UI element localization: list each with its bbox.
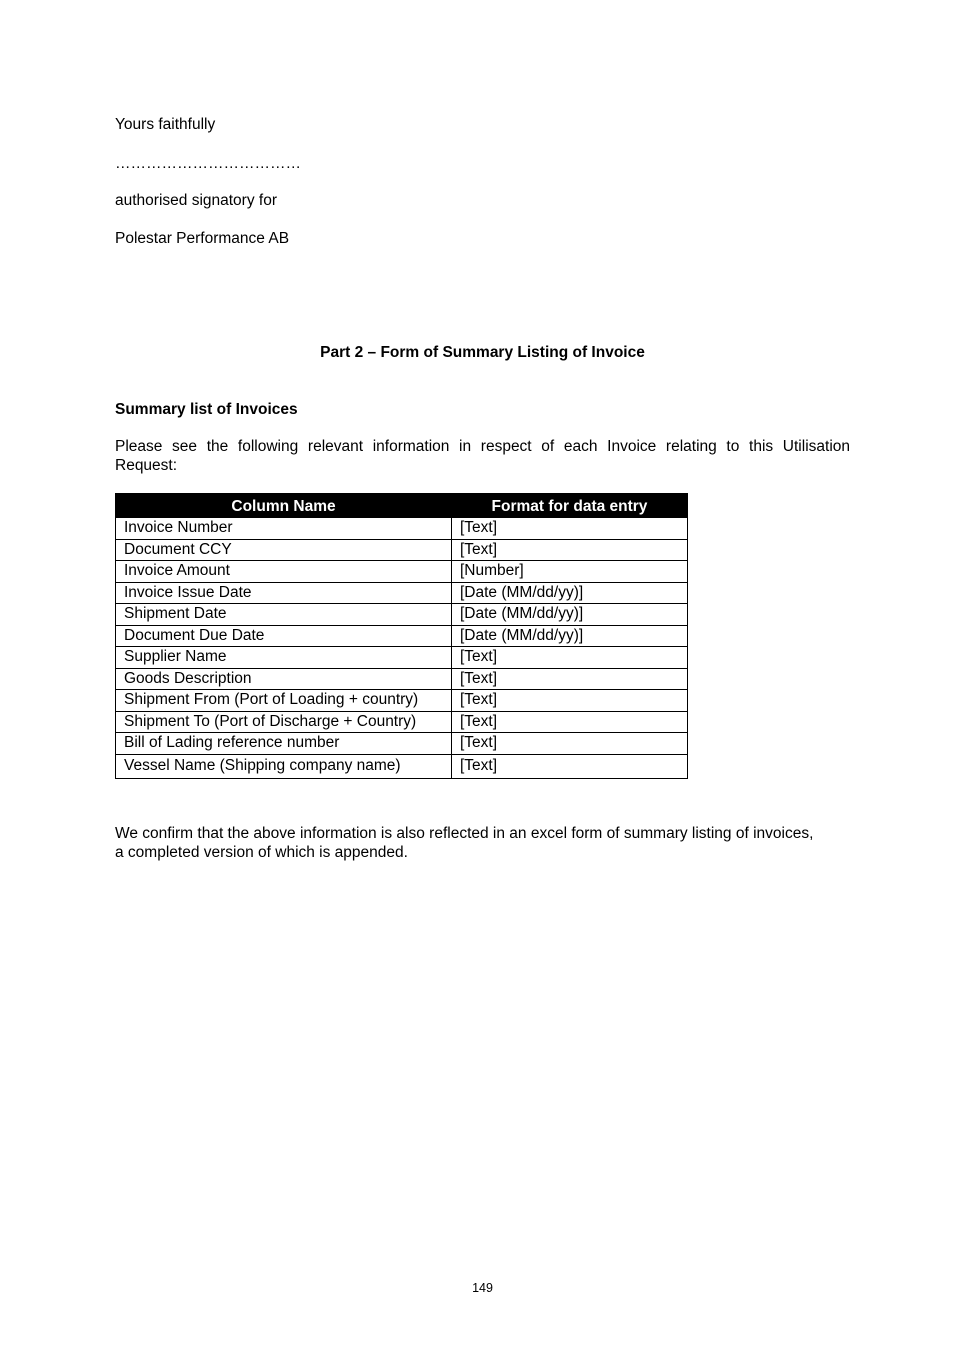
table-row <box>116 518 688 540</box>
table-row <box>116 668 688 690</box>
cell-column-name: Shipment From (Port of Loading + country) <box>116 690 452 712</box>
table-row <box>116 647 688 669</box>
intro-line-2: Request: <box>115 457 178 474</box>
signature-line: ……………………………… <box>115 155 301 172</box>
cell-column-name: Supplier Name <box>116 647 452 669</box>
cell-format: [Text] <box>452 711 688 733</box>
closing-salutation: Yours faithfully <box>115 116 216 133</box>
table-row <box>116 582 688 604</box>
signatory-label: authorised signatory for <box>115 192 277 209</box>
cell-column-name: Document CCY <box>116 539 452 561</box>
table-row <box>116 604 688 626</box>
cell-column-name: Shipment Date <box>116 604 452 626</box>
cell-column-name: Vessel Name (Shipping company name) <box>116 754 452 778</box>
page-number: 149 <box>472 1281 493 1295</box>
confirmation-line-2: a completed version of which is appended. <box>115 844 408 861</box>
summary-subtitle: Summary list of Invoices <box>115 401 298 418</box>
part2-title: Part 2 – Form of Summary Listing of Invoice <box>320 344 645 361</box>
cell-format: [Number] <box>452 561 688 583</box>
cell-column-name: Document Due Date <box>116 625 452 647</box>
cell-column-name: Invoice Number <box>116 518 452 540</box>
table-row <box>116 561 688 583</box>
cell-column-name: Invoice Amount <box>116 561 452 583</box>
header-format: Format for data entry <box>452 494 688 518</box>
cell-format: [Text] <box>452 690 688 712</box>
table-row <box>116 690 688 712</box>
cell-format: [Date (MM/dd/yy)] <box>452 582 688 604</box>
table-row <box>116 539 688 561</box>
table-row <box>116 711 688 733</box>
cell-format: [Text] <box>452 733 688 755</box>
cell-column-name: Shipment To (Port of Discharge + Country) <box>116 711 452 733</box>
cell-column-name: Goods Description <box>116 668 452 690</box>
table-row <box>116 754 688 778</box>
cell-format: [Date (MM/dd/yy)] <box>452 625 688 647</box>
table-header-row <box>116 494 688 518</box>
cell-format: [Text] <box>452 754 688 778</box>
cell-format: [Text] <box>452 647 688 669</box>
header-column-name: Column Name <box>116 494 452 518</box>
invoice-format-table <box>115 493 688 779</box>
cell-format: [Text] <box>452 539 688 561</box>
table-row <box>116 733 688 755</box>
intro-line-1: Please see the following relevant information in respect of each Invoice relating to this Utilisation <box>115 438 850 455</box>
cell-column-name: Invoice Issue Date <box>116 582 452 604</box>
cell-format: [Date (MM/dd/yy)] <box>452 604 688 626</box>
confirmation-line-1: We confirm that the above information is also reflected in an excel form of summary listing of invoices, <box>115 825 814 842</box>
company-name: Polestar Performance AB <box>115 230 290 247</box>
cell-format: [Text] <box>452 668 688 690</box>
cell-format: [Text] <box>452 518 688 540</box>
cell-column-name: Bill of Lading reference number <box>116 733 452 755</box>
table-row <box>116 625 688 647</box>
